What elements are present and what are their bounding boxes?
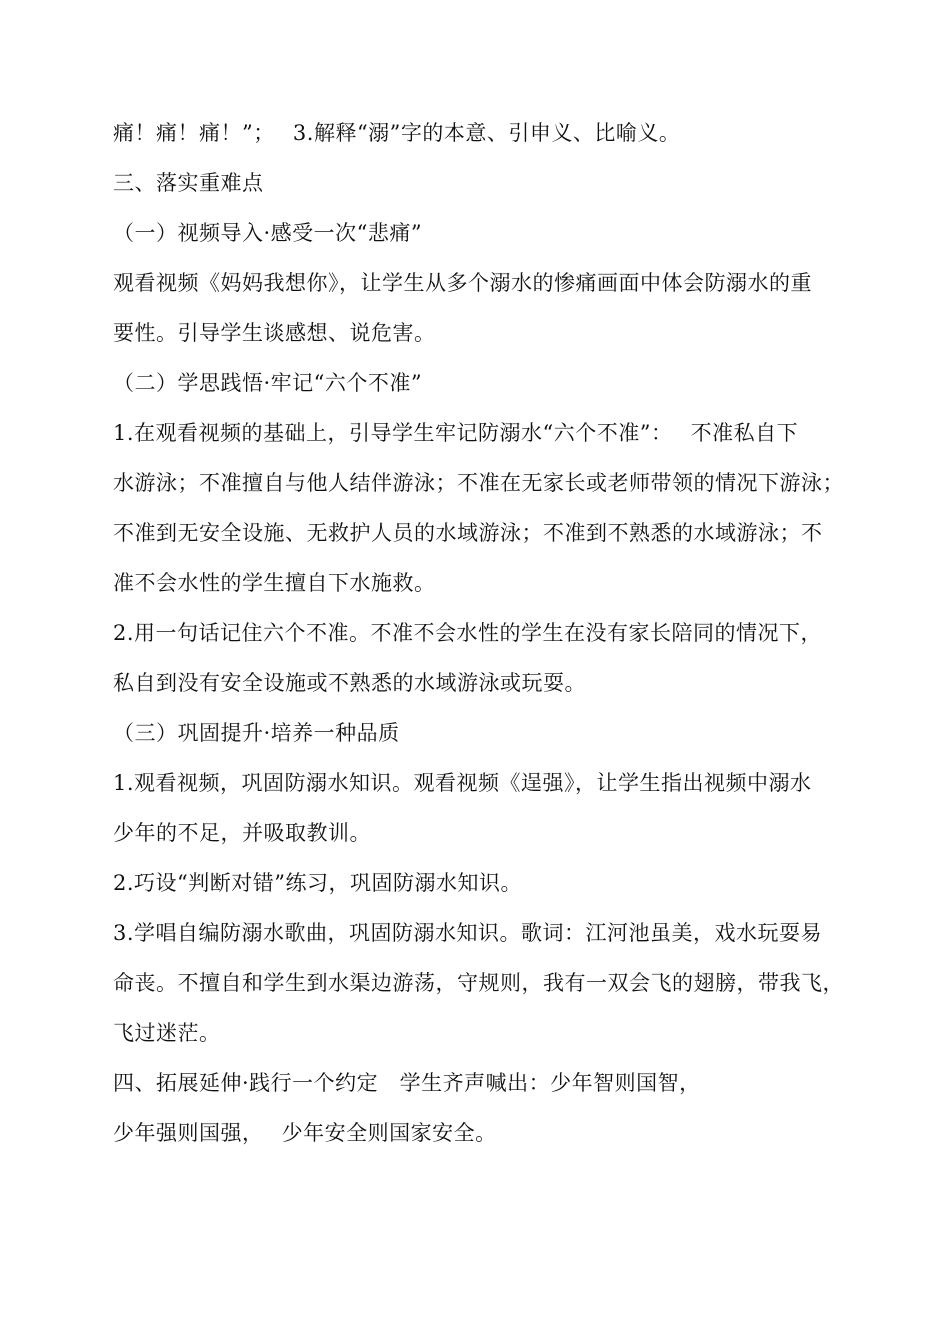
- list-item-line: 2.巧设“判断对错”练习，巩固防溺水知识。: [113, 871, 523, 895]
- list-item-line: 飞过迷茫。: [113, 1021, 221, 1045]
- subsection-heading-1: （一）视频导入·感受一次“悲痛”: [113, 221, 423, 245]
- paragraph-line-continuation: 痛！痛！痛！”； 3.解释“溺”字的本意、引申义、比喻义。: [113, 121, 681, 145]
- paragraph-line: 少年强则国强， 少年安全则国家安全。: [113, 1121, 497, 1145]
- list-item-line: 私自到没有安全设施或不熟悉的水域游泳或玩耍。: [113, 671, 586, 695]
- section-heading-4: 四、拓展延伸·践行一个约定 学生齐声喊出：少年智则国智，: [113, 1071, 701, 1095]
- document-page: [113, 108, 858, 1158]
- list-item-line: 水游泳；不准擅自与他人结伴游泳；不准在无家长或老师带领的情况下游泳；: [113, 471, 844, 495]
- subsection-heading-3: （三）巩固提升·培养一种品质: [113, 721, 400, 745]
- list-item-line: 2.用一句话记住六个不准。不准不会水性的学生在没有家长陪同的情况下，: [113, 621, 823, 645]
- list-item-line: 命丧。不擅自和学生到水渠边游荡，守规则，我有一双会飞的翅膀，带我飞，: [113, 971, 844, 995]
- list-item-line: 不准到无安全设施、无救护人员的水域游泳；不准到不熟悉的水域游泳；不: [113, 521, 823, 545]
- list-item-line: 准不会水性的学生擅自下水施救。: [113, 571, 436, 595]
- subsection-heading-2: （二）学思践悟·牢记“六个不准”: [113, 371, 423, 395]
- section-heading-3: 三、落实重难点: [113, 171, 264, 195]
- paragraph-line: 观看视频《妈妈我想你》，让学生从多个溺水的惨痛画面中体会防溺水的重: [113, 271, 812, 295]
- list-item-line: 1.在观看视频的基础上，引导学生牢记防溺水“六个不准”： 不准私自下: [113, 421, 799, 445]
- list-item-line: 3.学唱自编防溺水歌曲，巩固防溺水知识。歌词：江河池虽美，戏水玩耍易: [113, 921, 823, 945]
- list-item-line: 1.观看视频，巩固防溺水知识。观看视频《逞强》，让学生指出视频中溺水: [113, 771, 812, 795]
- list-item-line: 少年的不足，并吸取教训。: [113, 821, 371, 845]
- paragraph-line: 要性。引导学生谈感想、说危害。: [113, 321, 436, 345]
